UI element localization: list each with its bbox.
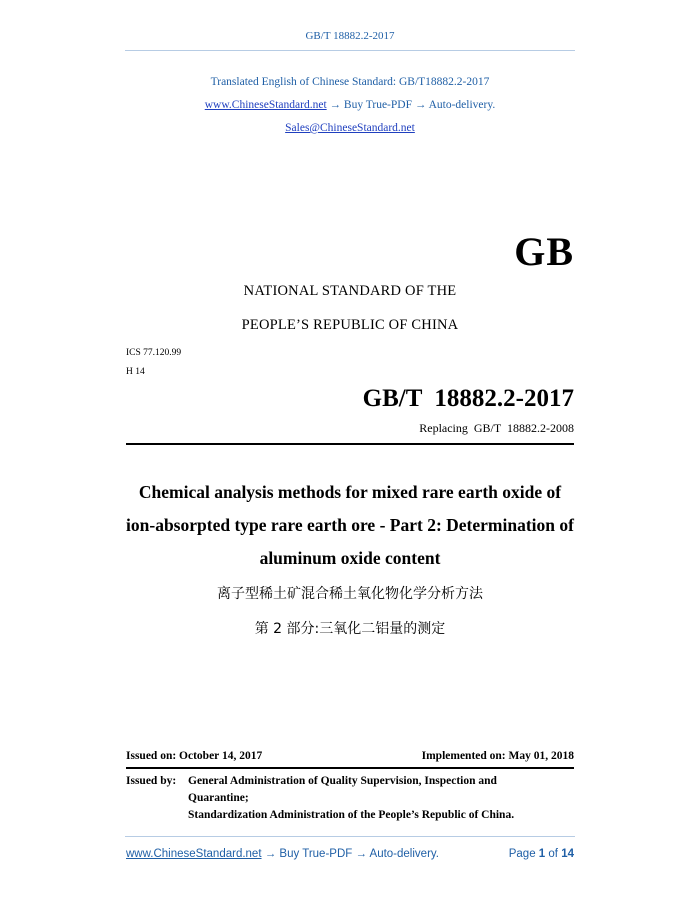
document-title-line-3: aluminum oxide content	[259, 548, 441, 568]
national-standard-line-1: NATIONAL STANDARD OF THE	[243, 283, 457, 299]
page-label: Page	[508, 848, 536, 860]
document-title-line-2: ion-absorpted type rare earth ore - Part 2: Determination of	[126, 515, 574, 535]
promo-email-link[interactable]: Sales@ChineseStandard.net	[285, 122, 415, 134]
title-divider	[126, 443, 574, 445]
document-title-line-1: Chemical analysis methods for mixed rare earth oxide of	[138, 482, 562, 502]
issue-divider	[126, 767, 574, 769]
promo-site-link[interactable]: www.ChineseStandard.net	[204, 99, 327, 111]
issued-by-line-1: General Administration of Quality Supervision, Inspection and	[188, 775, 497, 787]
issued-by-line-3: Standardization Administration of the People’s Republic of China.	[188, 809, 515, 821]
ics-code: ICS 77.120.99	[126, 348, 182, 358]
footer-buy-line	[126, 848, 439, 860]
gb-mark: GB	[514, 229, 574, 274]
page-indicator	[509, 848, 574, 860]
replacing-note: Replacing GB/T 18882.2-2008	[419, 421, 574, 435]
page-number: 1	[538, 848, 546, 860]
standard-number: GB/T 18882.2-2017	[362, 385, 574, 412]
issued-on-date: Issued on: October 14, 2017	[126, 750, 263, 762]
promo-buy-text: → Buy True-PDF → Auto-delivery.	[326, 99, 496, 111]
chinese-title-line-1: 离子型稀土矿混合稀土氧化物化学分析方法	[217, 586, 483, 602]
footer-divider	[125, 836, 575, 837]
issued-by-line-2: Quarantine;	[188, 792, 249, 804]
footer-buy-text: → Buy True-PDF → Auto-delivery.	[261, 848, 439, 860]
implemented-on-date: Implemented on: May 01, 2018	[421, 750, 574, 762]
chinese-title-line-2: 第 2 部分:三氧化二铝量的测定	[254, 621, 446, 637]
promo-buy-line	[0, 99, 700, 111]
promo-email-line	[0, 122, 700, 134]
promo-translation-line: Translated English of Chinese Standard: GB/T18882.2-2017	[210, 76, 490, 88]
header-divider	[125, 50, 575, 51]
page-of-label: of	[548, 848, 558, 860]
h-code: H 14	[126, 367, 145, 377]
footer-site-link[interactable]: www.ChineseStandard.net	[126, 848, 262, 860]
issued-by-label: Issued by:	[126, 775, 177, 787]
national-standard-line-2: PEOPLE’S REPUBLIC OF CHINA	[241, 317, 459, 333]
page-total: 14	[561, 848, 574, 860]
header-standard-code: GB/T 18882.2-2017	[305, 30, 395, 42]
